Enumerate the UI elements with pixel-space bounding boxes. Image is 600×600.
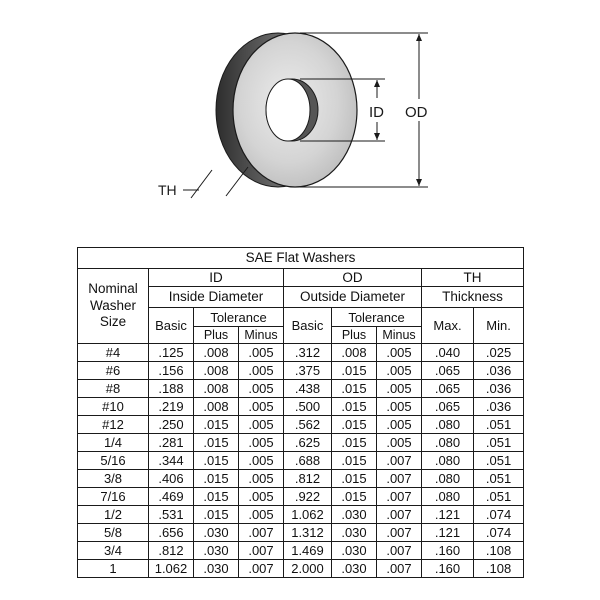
cell-id-basic: .250 bbox=[149, 416, 194, 434]
cell-id-plus: .015 bbox=[194, 506, 239, 524]
cell-od-plus: .008 bbox=[332, 344, 377, 362]
cell-th-max: .160 bbox=[422, 560, 474, 578]
cell-id-basic: .188 bbox=[149, 380, 194, 398]
cell-th-max: .065 bbox=[422, 380, 474, 398]
cell-od-plus: .015 bbox=[332, 362, 377, 380]
cell-th-min: .051 bbox=[474, 488, 524, 506]
id-minus-header: Minus bbox=[239, 327, 284, 344]
th-max-header: Max. bbox=[422, 308, 474, 344]
cell-size: 7/16 bbox=[78, 488, 149, 506]
table-row bbox=[78, 380, 524, 398]
cell-size: 1 bbox=[78, 560, 149, 578]
cell-od-plus: .015 bbox=[332, 380, 377, 398]
cell-id-plus: .030 bbox=[194, 542, 239, 560]
cell-id-basic: .156 bbox=[149, 362, 194, 380]
cell-th-min: .108 bbox=[474, 542, 524, 560]
washer-illustration bbox=[0, 0, 600, 245]
th-group-code: TH bbox=[422, 269, 524, 287]
od-group-name: Outside Diameter bbox=[284, 287, 422, 308]
od-arrow-down-icon bbox=[416, 179, 422, 186]
cell-od-plus: .015 bbox=[332, 470, 377, 488]
cell-id-plus: .030 bbox=[194, 524, 239, 542]
th-pointer-left bbox=[191, 170, 212, 198]
table-row bbox=[78, 488, 524, 506]
cell-od-plus: .015 bbox=[332, 416, 377, 434]
cell-od-minus: .007 bbox=[377, 506, 422, 524]
od-label: OD bbox=[405, 104, 428, 121]
cell-od-basic: .312 bbox=[284, 344, 332, 362]
cell-th-max: .080 bbox=[422, 470, 474, 488]
washer-diagram bbox=[0, 0, 600, 245]
table-row bbox=[78, 524, 524, 542]
cell-id-minus: .005 bbox=[239, 362, 284, 380]
cell-od-basic: 1.469 bbox=[284, 542, 332, 560]
cell-od-plus: .015 bbox=[332, 452, 377, 470]
cell-od-plus: .015 bbox=[332, 398, 377, 416]
table-row bbox=[78, 362, 524, 380]
cell-th-max: .080 bbox=[422, 434, 474, 452]
cell-th-min: .074 bbox=[474, 506, 524, 524]
th-label: TH bbox=[158, 182, 177, 198]
cell-od-minus: .007 bbox=[377, 470, 422, 488]
cell-size: #8 bbox=[78, 380, 149, 398]
cell-od-minus: .005 bbox=[377, 362, 422, 380]
table-row bbox=[78, 470, 524, 488]
cell-id-basic: .219 bbox=[149, 398, 194, 416]
cell-th-max: .121 bbox=[422, 524, 474, 542]
table-body bbox=[78, 344, 524, 578]
cell-od-basic: .438 bbox=[284, 380, 332, 398]
cell-id-plus: .008 bbox=[194, 344, 239, 362]
cell-th-max: .065 bbox=[422, 398, 474, 416]
cell-od-minus: .005 bbox=[377, 398, 422, 416]
cell-od-minus: .007 bbox=[377, 488, 422, 506]
cell-od-plus: .030 bbox=[332, 506, 377, 524]
cell-od-minus: .005 bbox=[377, 344, 422, 362]
table-row bbox=[78, 398, 524, 416]
cell-od-basic: .500 bbox=[284, 398, 332, 416]
cell-od-basic: 2.000 bbox=[284, 560, 332, 578]
th-pointer-right bbox=[226, 167, 248, 196]
cell-th-min: .074 bbox=[474, 524, 524, 542]
cell-id-minus: .005 bbox=[239, 344, 284, 362]
cell-th-min: .036 bbox=[474, 380, 524, 398]
th-min-header: Min. bbox=[474, 308, 524, 344]
cell-id-minus: .005 bbox=[239, 488, 284, 506]
cell-th-max: .080 bbox=[422, 452, 474, 470]
cell-id-plus: .015 bbox=[194, 452, 239, 470]
cell-th-min: .025 bbox=[474, 344, 524, 362]
cell-od-minus: .005 bbox=[377, 380, 422, 398]
cell-th-max: .080 bbox=[422, 488, 474, 506]
cell-id-basic: 1.062 bbox=[149, 560, 194, 578]
cell-id-plus: .015 bbox=[194, 416, 239, 434]
cell-od-minus: .005 bbox=[377, 434, 422, 452]
cell-id-basic: .531 bbox=[149, 506, 194, 524]
cell-th-max: .040 bbox=[422, 344, 474, 362]
od-arrow-up-icon bbox=[416, 34, 422, 41]
cell-size: #6 bbox=[78, 362, 149, 380]
cell-size: 5/8 bbox=[78, 524, 149, 542]
cell-id-plus: .030 bbox=[194, 560, 239, 578]
cell-od-basic: 1.312 bbox=[284, 524, 332, 542]
cell-od-basic: .688 bbox=[284, 452, 332, 470]
cell-size: 3/8 bbox=[78, 470, 149, 488]
od-basic-header: Basic bbox=[284, 308, 332, 344]
cell-od-minus: .005 bbox=[377, 416, 422, 434]
cell-id-minus: .005 bbox=[239, 506, 284, 524]
cell-id-minus: .007 bbox=[239, 560, 284, 578]
id-basic-header: Basic bbox=[149, 308, 194, 344]
cell-id-minus: .005 bbox=[239, 470, 284, 488]
od-tolerance-header: Tolerance bbox=[332, 308, 422, 327]
cell-size: #12 bbox=[78, 416, 149, 434]
cell-id-plus: .015 bbox=[194, 470, 239, 488]
od-minus-header: Minus bbox=[377, 327, 422, 344]
cell-od-basic: .812 bbox=[284, 470, 332, 488]
cell-th-min: .051 bbox=[474, 470, 524, 488]
table-row bbox=[78, 416, 524, 434]
cell-id-minus: .007 bbox=[239, 542, 284, 560]
cell-th-min: .108 bbox=[474, 560, 524, 578]
cell-id-basic: .281 bbox=[149, 434, 194, 452]
cell-id-basic: .406 bbox=[149, 470, 194, 488]
cell-od-plus: .015 bbox=[332, 434, 377, 452]
cell-size: 3/4 bbox=[78, 542, 149, 560]
cell-od-plus: .030 bbox=[332, 560, 377, 578]
cell-id-basic: .656 bbox=[149, 524, 194, 542]
cell-od-basic: .562 bbox=[284, 416, 332, 434]
cell-id-plus: .008 bbox=[194, 398, 239, 416]
cell-size: 5/16 bbox=[78, 452, 149, 470]
cell-od-basic: .625 bbox=[284, 434, 332, 452]
cell-size: #10 bbox=[78, 398, 149, 416]
id-tolerance-header: Tolerance bbox=[194, 308, 284, 327]
cell-size: 1/4 bbox=[78, 434, 149, 452]
cell-id-minus: .007 bbox=[239, 524, 284, 542]
table-row bbox=[78, 506, 524, 524]
cell-od-plus: .015 bbox=[332, 488, 377, 506]
id-arrow-up-icon bbox=[374, 80, 380, 87]
cell-id-plus: .015 bbox=[194, 488, 239, 506]
washer-hole bbox=[266, 79, 310, 141]
id-arrow-down-icon bbox=[374, 133, 380, 140]
cell-id-minus: .005 bbox=[239, 380, 284, 398]
table-row bbox=[78, 344, 524, 362]
cell-size: 1/2 bbox=[78, 506, 149, 524]
cell-id-minus: .005 bbox=[239, 398, 284, 416]
cell-od-minus: .007 bbox=[377, 452, 422, 470]
cell-id-plus: .008 bbox=[194, 362, 239, 380]
od-plus-header: Plus bbox=[332, 327, 377, 344]
od-group-code: OD bbox=[284, 269, 422, 287]
cell-od-plus: .030 bbox=[332, 524, 377, 542]
table-row bbox=[78, 452, 524, 470]
cell-th-max: .080 bbox=[422, 416, 474, 434]
cell-th-max: .121 bbox=[422, 506, 474, 524]
cell-th-min: .051 bbox=[474, 416, 524, 434]
id-group-code: ID bbox=[149, 269, 284, 287]
th-group-name: Thickness bbox=[422, 287, 524, 308]
cell-id-basic: .125 bbox=[149, 344, 194, 362]
cell-od-minus: .007 bbox=[377, 542, 422, 560]
cell-od-minus: .007 bbox=[377, 560, 422, 578]
cell-th-min: .036 bbox=[474, 398, 524, 416]
cell-th-max: .160 bbox=[422, 542, 474, 560]
cell-id-plus: .015 bbox=[194, 434, 239, 452]
id-group-name: Inside Diameter bbox=[149, 287, 284, 308]
table-row bbox=[78, 434, 524, 452]
table-title: SAE Flat Washers bbox=[78, 248, 524, 269]
nominal-washer-size-header: Nominal Washer Size bbox=[78, 269, 149, 344]
cell-id-basic: .469 bbox=[149, 488, 194, 506]
sae-flat-washers-table bbox=[77, 247, 524, 578]
table-row bbox=[78, 542, 524, 560]
cell-od-basic: .922 bbox=[284, 488, 332, 506]
cell-od-basic: 1.062 bbox=[284, 506, 332, 524]
cell-th-min: .051 bbox=[474, 434, 524, 452]
cell-id-basic: .812 bbox=[149, 542, 194, 560]
cell-id-minus: .005 bbox=[239, 416, 284, 434]
cell-id-minus: .005 bbox=[239, 452, 284, 470]
cell-od-plus: .030 bbox=[332, 542, 377, 560]
id-plus-header: Plus bbox=[194, 327, 239, 344]
cell-id-minus: .005 bbox=[239, 434, 284, 452]
cell-id-plus: .008 bbox=[194, 380, 239, 398]
cell-th-min: .036 bbox=[474, 362, 524, 380]
cell-od-minus: .007 bbox=[377, 524, 422, 542]
cell-th-min: .051 bbox=[474, 452, 524, 470]
id-label: ID bbox=[369, 104, 384, 121]
cell-th-max: .065 bbox=[422, 362, 474, 380]
cell-od-basic: .375 bbox=[284, 362, 332, 380]
cell-id-basic: .344 bbox=[149, 452, 194, 470]
cell-size: #4 bbox=[78, 344, 149, 362]
table-row bbox=[78, 560, 524, 578]
